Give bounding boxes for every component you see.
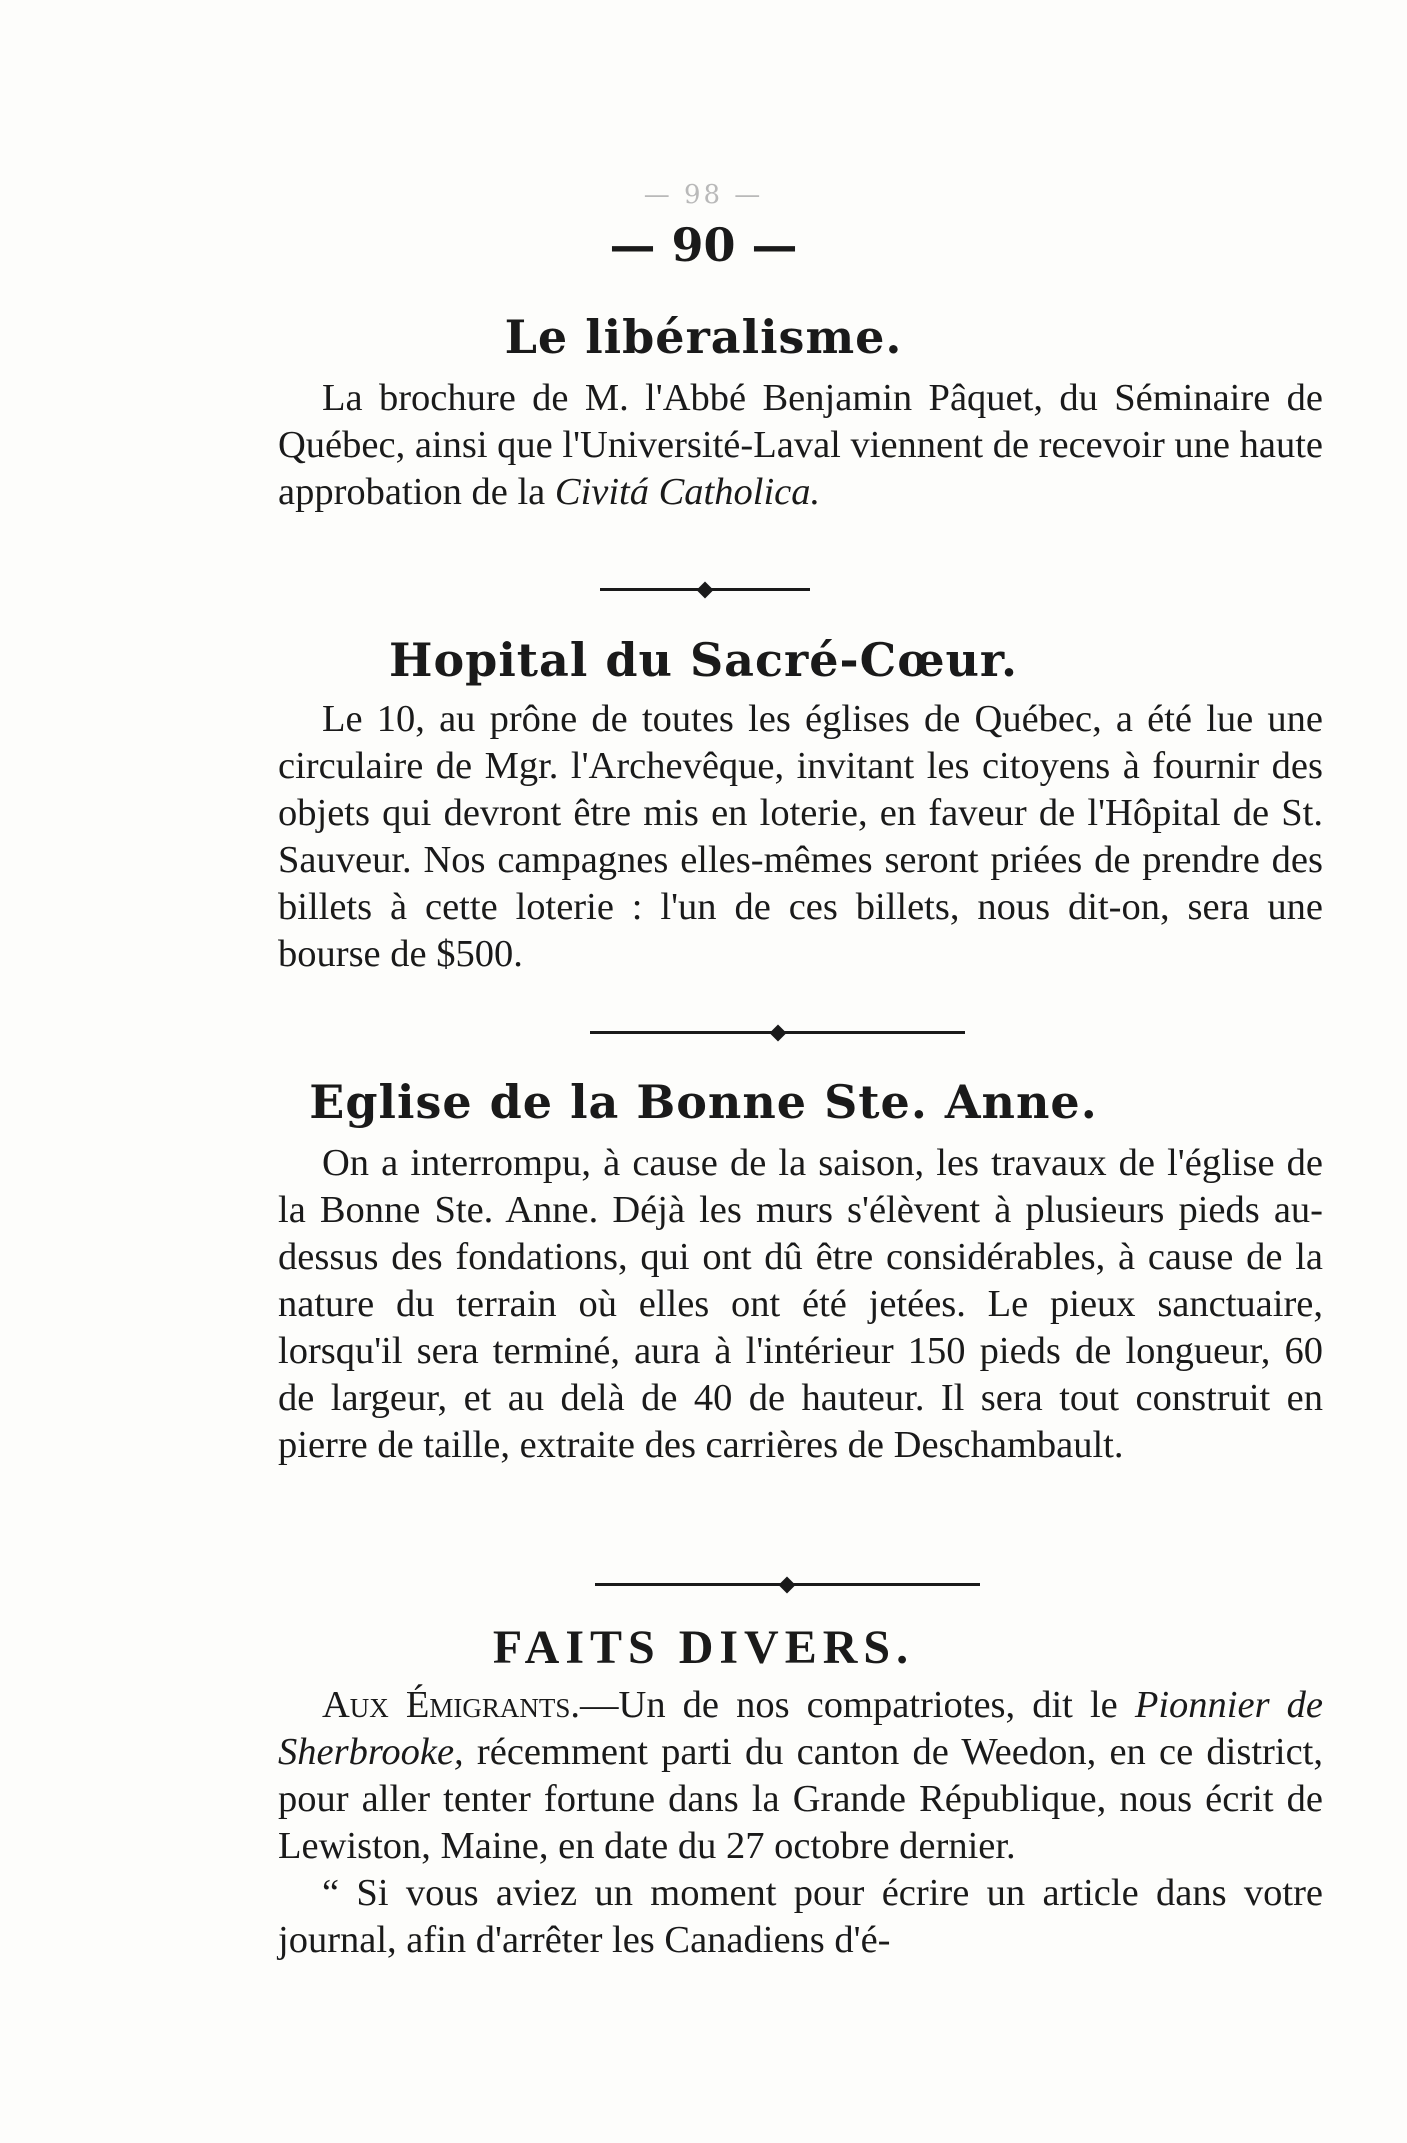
faits-quote: “ Si vous aviez un moment pour écrire un article dans votre journal, afin d'arrêter les Canadiens d'é-: [278, 1872, 1323, 1961]
faits-text-a: —Un de nos compatriotes, dit le: [580, 1684, 1135, 1726]
heading-eglise: Eglise de la Bonne Ste. Anne.: [309, 1075, 1098, 1129]
heading-hopital: Hopital du Sacré-Cœur.: [389, 633, 1018, 687]
paragraph-eglise: [278, 1140, 1323, 1469]
hopital-text: Le 10, au prône de toutes les églises de Québec, a été lue une circulaire de Mgr. l'Archevêque, invitant les citoyens à fournir des objets qui devront être mis en loterie, en faveur de l'Hôpital de St. Sauveur. Nos campagnes elles-mêmes seront priées de prendre des billets à cette loterie : l'un de ces billets, nous dit-on, sera une bourse de $500.: [278, 698, 1323, 975]
paragraph-hopital: [278, 696, 1323, 978]
separator-diamond-1: [697, 582, 714, 599]
liberalisme-text: La brochure de M. l'Abbé Benjamin Pâquet, du Séminaire de Québec, ainsi que l'Université-Laval viennent de recevoir une haute approbation de la: [278, 377, 1323, 513]
separator-diamond-3: [779, 1577, 796, 1594]
paragraph-faits-divers: [278, 1682, 1323, 1964]
separator-diamond-2: [770, 1025, 787, 1042]
pionnier-de-sherbrooke: Pionnier de Sherbrooke,: [278, 1684, 1323, 1773]
heading-liberalisme: Le libéralisme.: [504, 310, 903, 364]
civita-catholica: Civitá Catholica.: [554, 471, 821, 513]
heading-faits-divers: FAITS DIVERS.: [492, 1621, 915, 1674]
ghost-page-number: — 98 —: [643, 180, 764, 210]
aux-emigrants-lead: Aux Émigrants.: [322, 1684, 581, 1726]
paragraph-liberalisme: [278, 375, 1323, 516]
faits-text-b: récemment parti du canton de Weedon, en ce district, pour aller tenter fortune dans la Grande République, nous écrit de Lewiston, Maine, en date du 27 octobre dernier.: [278, 1731, 1323, 1867]
eglise-text: On a interrompu, à cause de la saison, les travaux de l'église de la Bonne Ste. Anne. Déjà les murs s'élèvent à plusieurs pieds au-dessus des fondations, qui ont dû être considérables, à cause de la nature du terrain où elles ont été jetées. Le pieux sanctuaire, lorsqu'il sera terminé, aura à l'intérieur 150 pieds de longueur, 60 de largeur, et au delà de 40 de hauteur. Il sera tout construit en pierre de taille, extraite des carrières de Deschambault.: [278, 1142, 1323, 1466]
page-number: — 90 —: [609, 218, 798, 272]
